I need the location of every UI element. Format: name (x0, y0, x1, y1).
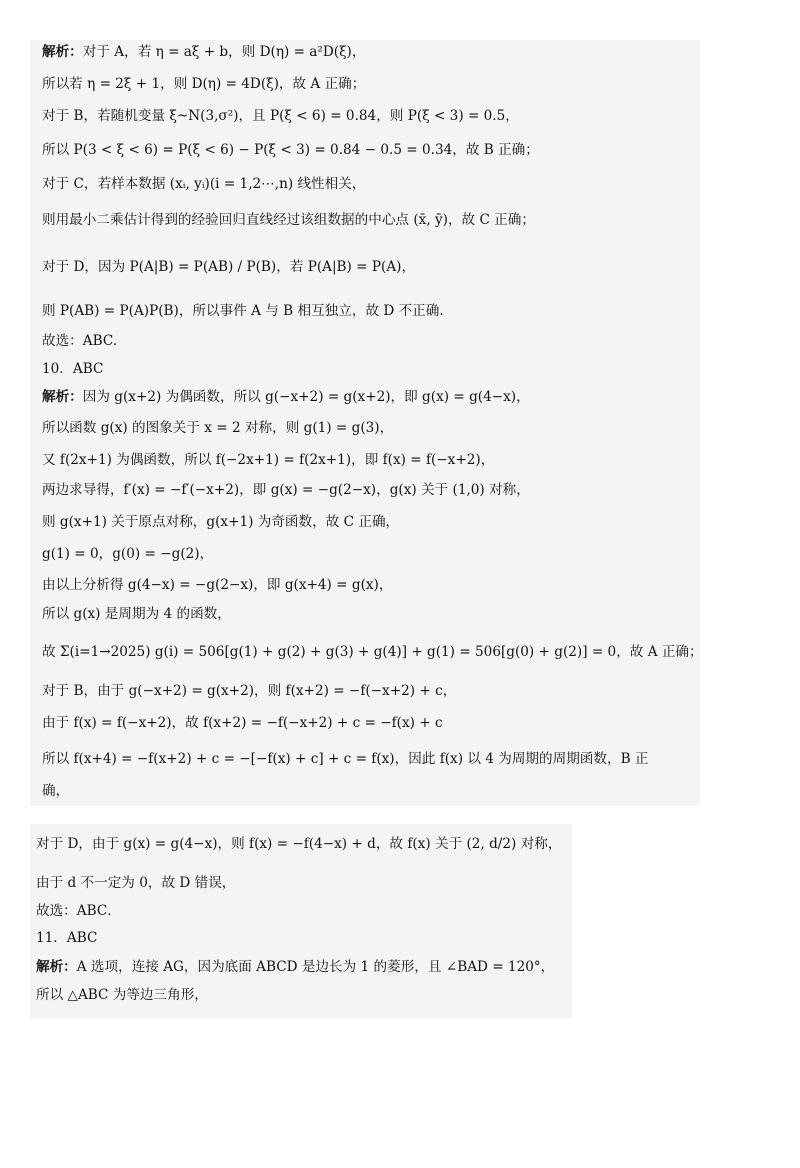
text-line: 由于 f(x) = f(−x+2)，故 f(x+2) = −f(−x+2) + c = −f(x) + c (42, 715, 443, 731)
text-line: 故 Σ(i=1→2025) g(i) = 506[g(1) + g(2) + g(3) + g(4)] + g(1) = 506[g(0) + g(2)] = 0，故 A 正确； (42, 644, 703, 660)
text-line: 对于 D，因为 P(A|B) = P(AB) / P(B)，若 P(A|B) = P(A)， (42, 259, 416, 275)
text-line: 则用最小二乘估计得到的经验回归直线经过该组数据的中心点 (x̄, ȳ)，故 C 正确； (42, 212, 535, 228)
analysis-label: 解析： (42, 44, 83, 60)
text-line: 所以 △ABC 为等边三角形， (36, 987, 208, 1003)
solution-panel-bottom (30, 824, 572, 1018)
text-line: 解析：A 选项，连接 AG，因为底面 ABCD 是边长为 1 的菱形，且 ∠BAD = 120°， (36, 959, 555, 975)
text-line: 由于 d 不一定为 0，故 D 错误， (36, 875, 236, 891)
solution-panel-top (30, 40, 703, 806)
text-line: 解析：对于 A，若 η = aξ + b，则 D(η) = a²D(ξ)， (42, 44, 366, 60)
text-line: 则 g(x+1) 关于原点对称，g(x+1) 为奇函数，故 C 正确， (42, 514, 400, 530)
text-line: 所以 f(x+4) = −f(x+2) + c = −[−f(x) + c] + c = f(x)，因此 f(x) 以 4 为周期的周期函数，B 正 (42, 751, 649, 767)
text-line: 对于 B，由于 g(−x+2) = g(x+2)，则 f(x+2) = −f(−x+2) + c， (42, 683, 457, 699)
text-line: 对于 D，由于 g(x) = g(4−x)，则 f(x) = −f(4−x) + d，故 f(x) 关于 (2, d/2) 对称， (36, 836, 562, 852)
text-line: 由以上分析得 g(4−x) = −g(2−x)，即 g(x+4) = g(x)， (42, 577, 393, 593)
text-line: 确， (42, 783, 70, 799)
text-line: 10．ABC (42, 361, 104, 377)
text-line: 所以 g(x) 是周期为 4 的函数， (42, 606, 231, 622)
text-line: 对于 C，若样本数据 (xᵢ, yᵢ)(i = 1,2⋯,n) 线性相关， (42, 176, 366, 192)
text-line: 对于 B，若随机变量 ξ~N(3,σ²)，且 P(ξ < 6) = 0.84，则 P(ξ < 3) = 0.5， (42, 108, 519, 124)
text-line: 11．ABC (36, 930, 98, 946)
text-line: 所以若 η = 2ξ + 1，则 D(η) = 4D(ξ)，故 A 正确； (42, 76, 366, 92)
text-line: 解析：因为 g(x+2) 为偶函数，所以 g(−x+2) = g(x+2)，即 g(x) = g(4−x)， (42, 389, 530, 405)
text-line: g(1) = 0，g(0) = −g(2)， (42, 546, 214, 562)
text-line: 两边求导得，f′(x) = −f′(−x+2)，即 g(x) = −g(2−x)，g(x) 关于 (1,0) 对称， (42, 482, 530, 498)
analysis-label: 解析： (36, 959, 77, 975)
text-line: 又 f(2x+1) 为偶函数，所以 f(−2x+1) = f(2x+1)，即 f(x) = f(−x+2)， (42, 452, 495, 468)
text-line: 所以 P(3 < ξ < 6) = P(ξ < 6) − P(ξ < 3) = 0.84 − 0.5 = 0.34，故 B 正确； (42, 142, 539, 158)
text-line: 则 P(AB) = P(A)P(B)，所以事件 A 与 B 相互独立，故 D 不正确. (42, 303, 444, 319)
text-line: 故选：ABC． (36, 903, 121, 919)
analysis-label: 解析： (42, 389, 83, 405)
text-line: 故选：ABC. (42, 333, 118, 349)
text-line: 所以函数 g(x) 的图象关于 x = 2 对称，则 g(1) = g(3)， (42, 420, 394, 436)
